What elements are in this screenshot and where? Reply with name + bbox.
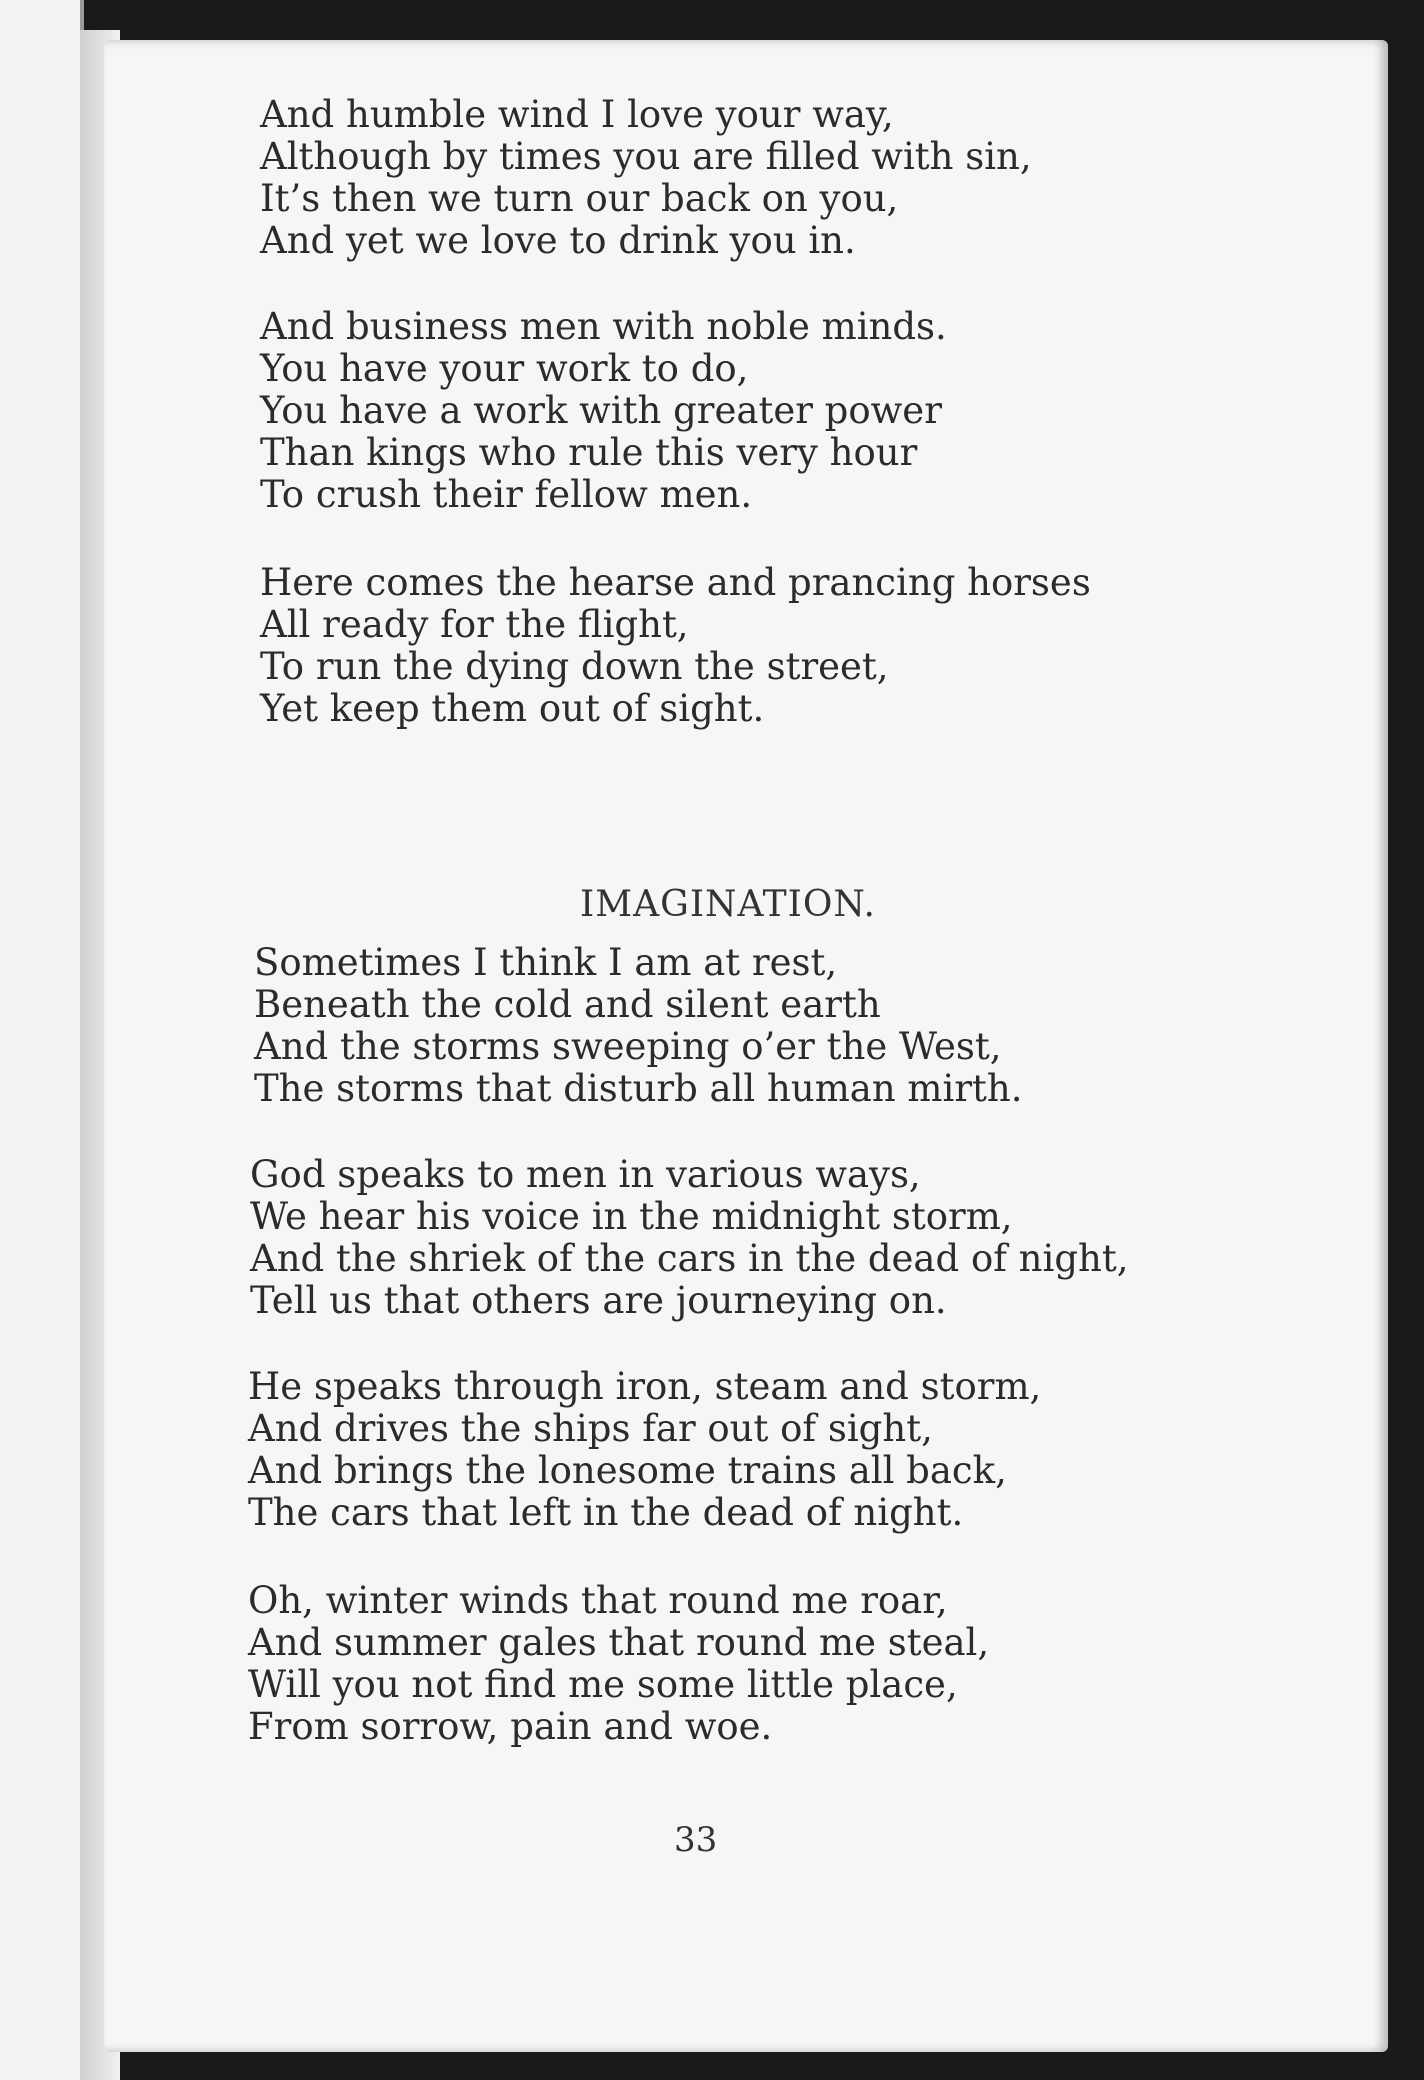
verse-line: You have your work to do, bbox=[260, 347, 749, 390]
page-number: 33 bbox=[674, 1820, 718, 1860]
verse-line: From sorrow, pain and woe. bbox=[248, 1705, 773, 1748]
verse-line: Than kings who rule this very hour bbox=[260, 431, 918, 474]
verse-line: Here comes the hearse and prancing horses bbox=[260, 561, 1091, 604]
verse-line: The cars that left in the dead of night. bbox=[248, 1491, 964, 1534]
stanza-prev-3 bbox=[260, 562, 1091, 730]
poem-stanza-1 bbox=[254, 942, 1023, 1110]
verse-line: And yet we love to drink you in. bbox=[260, 219, 856, 262]
poem-stanza-3 bbox=[248, 1366, 1041, 1534]
poem-stanza-4 bbox=[248, 1580, 989, 1748]
poem-title: IMAGINATION. bbox=[580, 884, 876, 925]
page-text bbox=[104, 40, 1388, 2052]
verse-line: Although by times you are filled with sin, bbox=[260, 135, 1032, 178]
verse-line: The storms that disturb all human mirth. bbox=[254, 1067, 1023, 1110]
verse-line: God speaks to men in various ways, bbox=[250, 1153, 921, 1196]
verse-line: To crush their fellow men. bbox=[260, 473, 753, 516]
stanza-prev-2 bbox=[260, 306, 947, 516]
verse-line: To run the dying down the street, bbox=[260, 645, 889, 688]
verse-line: We hear his voice in the midnight storm, bbox=[250, 1195, 1013, 1238]
left-page-edge bbox=[0, 0, 84, 2080]
verse-line: You have a work with greater power bbox=[260, 389, 942, 432]
verse-line: Beneath the cold and silent earth bbox=[254, 983, 881, 1026]
verse-line: And humble wind I love your way, bbox=[260, 93, 894, 136]
verse-line: And business men with noble minds. bbox=[260, 305, 947, 348]
verse-line: Yet keep them out of sight. bbox=[260, 687, 765, 730]
verse-line: And summer gales that round me steal, bbox=[248, 1621, 990, 1664]
verse-line: Sometimes I think I am at rest, bbox=[254, 941, 838, 984]
verse-line: Will you not find me some little place, bbox=[248, 1663, 958, 1706]
stanza-prev-1 bbox=[260, 94, 1032, 262]
verse-line: And brings the lonesome trains all back, bbox=[248, 1449, 1007, 1492]
verse-line: He speaks through iron, steam and storm, bbox=[248, 1365, 1042, 1408]
verse-line: Oh, winter winds that round me roar, bbox=[248, 1579, 948, 1622]
poem-stanza-2 bbox=[250, 1154, 1128, 1322]
book-page bbox=[104, 40, 1388, 2052]
verse-line: And the shriek of the cars in the dead of night, bbox=[250, 1237, 1129, 1280]
verse-line: And drives the ships far out of sight, bbox=[248, 1407, 933, 1450]
verse-line: All ready for the flight, bbox=[260, 603, 689, 646]
verse-line: And the storms sweeping o’er the West, bbox=[254, 1025, 1002, 1068]
verse-line: Tell us that others are journeying on. bbox=[250, 1279, 947, 1322]
verse-line: It’s then we turn our back on you, bbox=[260, 177, 899, 220]
